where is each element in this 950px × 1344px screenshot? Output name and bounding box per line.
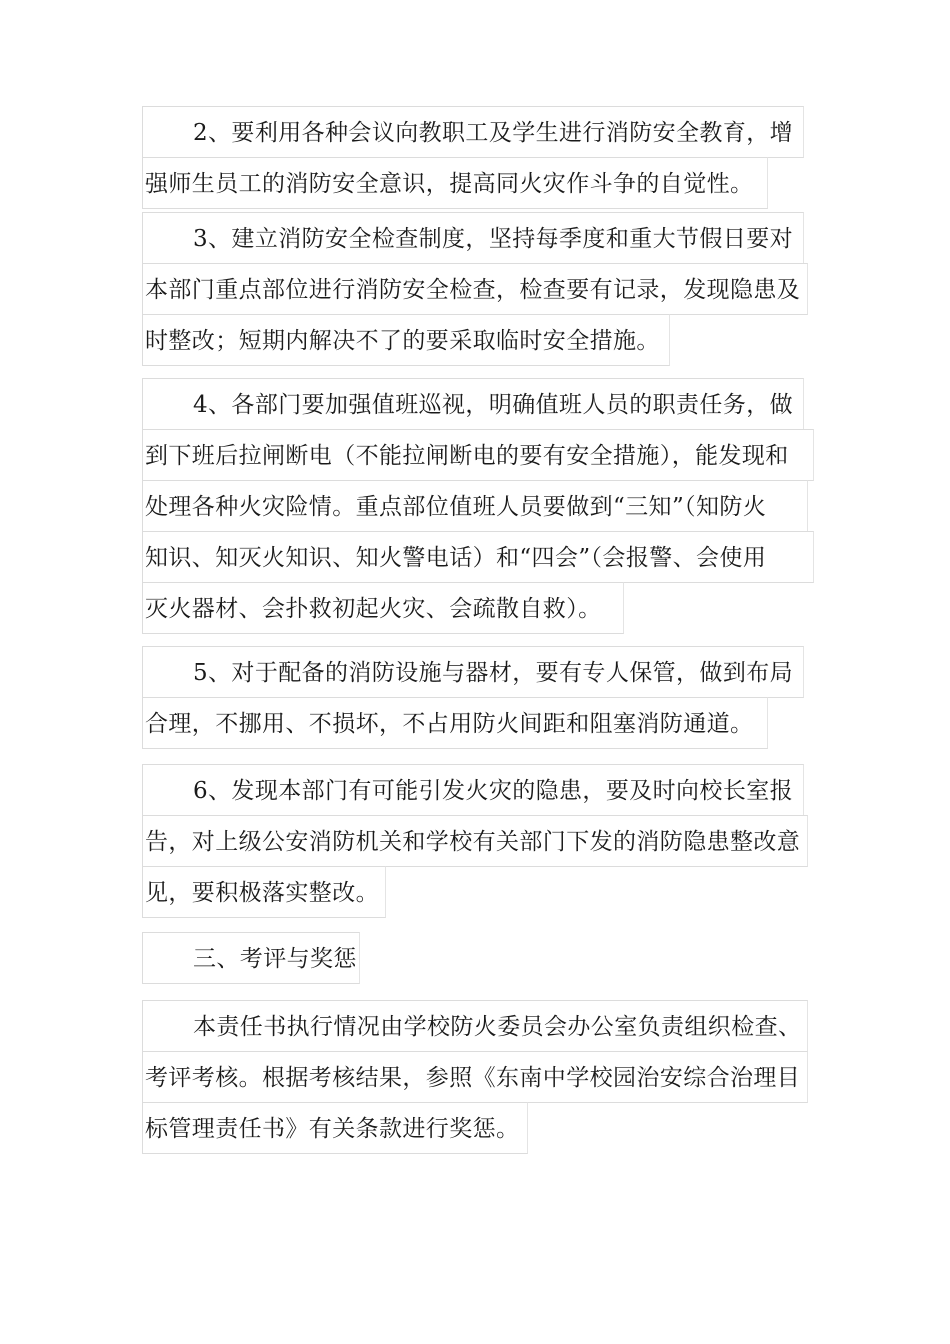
text-line: 到下班后拉闸断电（不能拉闸断电的要有安全措施），能发现和	[142, 429, 814, 481]
paragraph-item-4	[142, 378, 814, 634]
text-line: 处理各种火灾险情。重点部位值班人员要做到“三知”（知防火	[142, 480, 808, 532]
text-line: 合理，不挪用、不损坏，不占用防火间距和阻塞消防通道。	[142, 697, 768, 749]
text-line: 5、对于配备的消防设施与器材，要有专人保管，做到布局	[142, 646, 804, 698]
paragraph-item-6	[142, 764, 808, 918]
text-line: 灭火器材、会扑救初起火灾、会疏散自救）。	[142, 582, 624, 634]
text-line: 考评考核。根据考核结果，参照《东南中学校园治安综合治理目	[142, 1051, 808, 1103]
text-line: 知识、知灭火知识、知火警电话）和“四会”（会报警、会使用	[142, 531, 814, 583]
text-line: 见，要积极落实整改。	[142, 866, 386, 918]
text-line: 强师生员工的消防安全意识，提高同火灾作斗争的自觉性。	[142, 157, 768, 209]
section-heading	[142, 932, 360, 984]
text-line: 6、发现本部门有可能引发火灾的隐患，要及时向校长室报	[142, 764, 804, 816]
paragraph-item-5	[142, 646, 804, 749]
paragraph-item-2	[142, 106, 804, 209]
paragraph-evaluation	[142, 1000, 808, 1154]
text-line: 告，对上级公安消防机关和学校有关部门下发的消防隐患整改意	[142, 815, 808, 867]
text-line: 4、各部门要加强值班巡视，明确值班人员的职责任务，做	[142, 378, 804, 430]
text-line: 时整改；短期内解决不了的要采取临时安全措施。	[142, 314, 670, 366]
text-line: 2、要利用各种会议向教职工及学生进行消防安全教育，增	[142, 106, 804, 158]
text-line: 本责任书执行情况由学校防火委员会办公室负责组织检查、	[142, 1000, 808, 1052]
text-line: 3、建立消防安全检查制度，坚持每季度和重大节假日要对	[142, 212, 804, 264]
text-line: 三、考评与奖惩	[142, 932, 360, 984]
text-line: 标管理责任书》有关条款进行奖惩。	[142, 1102, 528, 1154]
text-line: 本部门重点部位进行消防安全检查，检查要有记录，发现隐患及	[142, 263, 808, 315]
paragraph-item-3	[142, 212, 808, 366]
